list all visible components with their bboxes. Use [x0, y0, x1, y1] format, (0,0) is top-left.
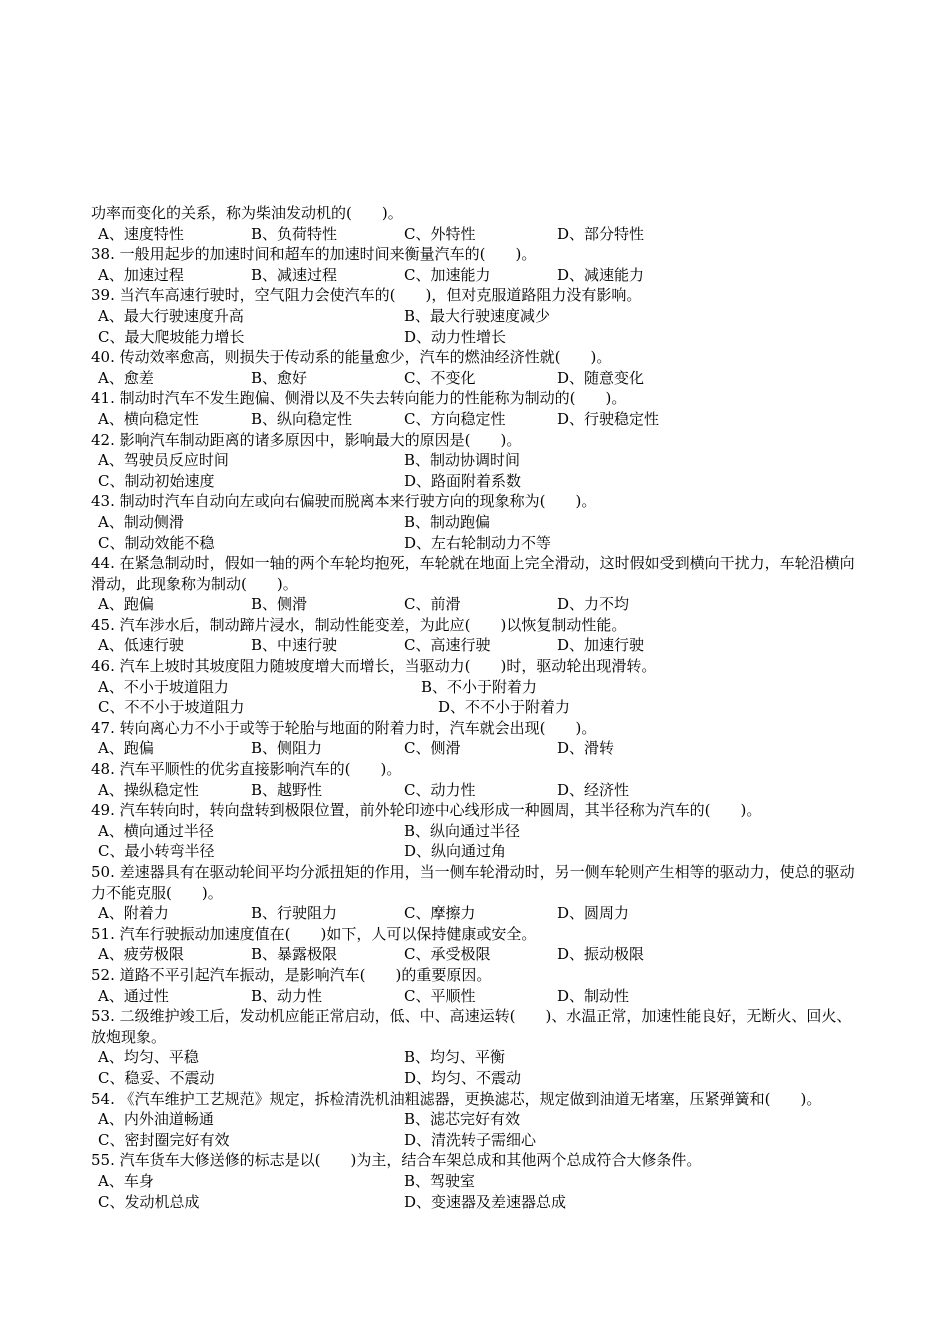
answer-option: A、驾驶员反应时间 [98, 451, 229, 470]
answer-option: B、最大行驶速度减少 [404, 306, 551, 325]
options-row [91, 594, 861, 615]
answer-option: C、承受极限 [404, 945, 491, 964]
answer-option: D、力不均 [557, 595, 630, 614]
question-text: 功率而变化的关系，称为柴油发动机的( )。 [91, 204, 403, 222]
answer-option: D、减速能力 [557, 265, 645, 284]
options-row [91, 1068, 861, 1089]
answer-option: D、经济性 [557, 780, 630, 799]
question-text: 41. 制动时汽车不发生跑偏、侧滑以及不失去转向能力的性能称为制动的( )。 [91, 389, 627, 408]
options-row [91, 841, 861, 862]
options-row [91, 533, 861, 554]
answer-option: A、通过性 [98, 986, 169, 1005]
answer-option: A、低速行驶 [98, 636, 184, 655]
question-text: 51. 汽车行驶振动加速度值在( )如下，人可以保持健康或安全。 [91, 924, 537, 943]
options-row [91, 1109, 861, 1130]
options-row [91, 697, 861, 718]
question-text: 46. 汽车上坡时其坡度阻力随坡度增大而增长，当驱动力( )时，驱动轮出现滑转。 [91, 657, 657, 676]
answer-option: C、发动机总成 [98, 1192, 200, 1211]
question-text: 39. 当汽车高速行驶时，空气阻力会使汽车的( )，但对克服道路阻力没有影响。 [91, 286, 642, 305]
answer-option: C、摩擦力 [404, 904, 476, 923]
answer-option: D、变速器及差速器总成 [404, 1192, 567, 1211]
answer-option: B、越野性 [251, 780, 323, 799]
answer-option: B、纵向稳定性 [251, 409, 353, 428]
answer-option: C、动力性 [404, 780, 476, 799]
answer-option: C、加速能力 [404, 265, 491, 284]
answer-option: C、外特性 [404, 224, 476, 243]
question-text: 45. 汽车涉水后，制动蹄片浸水，制动性能变差，为此应( )以恢复制动性能。 [91, 615, 627, 634]
options-row [91, 1130, 861, 1151]
answer-option: B、减速过程 [251, 265, 338, 284]
options-row [91, 224, 861, 245]
answer-option: C、制动初始速度 [98, 471, 215, 490]
question-text: 38. 一般用起步的加速时间和超车的加速时间来衡量汽车的( )。 [91, 245, 537, 264]
question-text: 49. 汽车转向时，转向盘转到极限位置，前外轮印迹中心线形成一种圆周，其半径称为汽车的( )。 [91, 801, 762, 820]
answer-option: D、不不小于附着力 [438, 698, 571, 717]
options-row [91, 450, 861, 471]
answer-option: B、中速行驶 [251, 636, 338, 655]
answer-option: A、均匀、平稳 [98, 1048, 199, 1067]
answer-option: A、速度特性 [98, 224, 184, 243]
answer-option: B、均匀、平衡 [404, 1048, 506, 1067]
answer-option: D、均匀、不震动 [404, 1068, 522, 1087]
answer-option: C、高速行驶 [404, 636, 491, 655]
answer-option: B、制动协调时间 [404, 451, 521, 470]
answer-option: B、负荷特性 [251, 224, 338, 243]
answer-option: D、清洗转子需细心 [404, 1130, 537, 1149]
answer-option: B、愈好 [251, 368, 308, 387]
answer-option: B、不小于附着力 [421, 677, 538, 696]
answer-option: A、操纵稳定性 [98, 780, 199, 799]
options-row [91, 1171, 861, 1192]
question-text: 54. 《汽车维护工艺规范》规定，拆检清洗机油粗滤器，更换滤芯，规定做到油道无堵塞，压紧弹簧和( )。 [91, 1089, 822, 1108]
answer-option: B、行驶阻力 [251, 904, 338, 923]
question-text: 50. 差速器具有在驱动轮间平均分派扭矩的作用，当一侧车轮滑动时，另一侧车轮则产生相等的驱动力，使总的驱动力不能克服( )。 [91, 863, 855, 902]
answer-option: C、侧滑 [404, 739, 461, 758]
answer-option: D、振动极限 [557, 945, 645, 964]
answer-option: C、不变化 [404, 368, 476, 387]
answer-option: A、疲劳极限 [98, 945, 184, 964]
options-row [91, 1192, 861, 1213]
answer-option: A、跑偏 [98, 595, 154, 614]
answer-option: C、不不小于坡道阻力 [98, 698, 245, 717]
answer-option: A、横向通过半径 [98, 821, 214, 840]
answer-option: D、路面附着系数 [404, 471, 522, 490]
answer-option: A、不小于坡道阻力 [98, 677, 229, 696]
answer-option: D、左右轮制动力不等 [404, 533, 552, 552]
answer-option: A、内外油道畅通 [98, 1110, 214, 1129]
answer-option: A、横向稳定性 [98, 409, 199, 428]
answer-option: C、制动效能不稳 [98, 533, 215, 552]
document-body [91, 203, 861, 1212]
answer-option: D、行驶稳定性 [557, 409, 660, 428]
options-row [91, 944, 861, 965]
answer-option: C、密封圈完好有效 [98, 1130, 230, 1149]
options-row [91, 780, 861, 801]
answer-option: C、平顺性 [404, 986, 476, 1005]
answer-option: B、侧滑 [251, 595, 308, 614]
options-row [91, 327, 861, 348]
answer-option: B、暴露极限 [251, 945, 338, 964]
options-row [91, 738, 861, 759]
options-row [91, 306, 861, 327]
answer-option: D、加速行驶 [557, 636, 645, 655]
question-text: 43. 制动时汽车自动向左或向右偏驶而脱离本来行驶方向的现象称为( )。 [91, 492, 597, 511]
options-row [91, 1047, 861, 1068]
options-row [91, 265, 861, 286]
options-row [91, 986, 861, 1007]
answer-option: D、随意变化 [557, 368, 645, 387]
options-row [91, 471, 861, 492]
answer-option: B、动力性 [251, 986, 323, 1005]
answer-option: A、愈差 [98, 368, 154, 387]
answer-option: A、制动侧滑 [98, 512, 184, 531]
answer-option: C、最小转弯半径 [98, 842, 215, 861]
answer-option: C、稳妥、不震动 [98, 1068, 215, 1087]
answer-option: D、圆周力 [557, 904, 630, 923]
answer-option: A、跑偏 [98, 739, 154, 758]
answer-option: C、最大爬坡能力增长 [98, 327, 245, 346]
answer-option: A、加速过程 [98, 265, 184, 284]
question-text: 55. 汽车货车大修送修的标志是以( )为主，结合车架总成和其他两个总成符合大修条件。 [91, 1151, 702, 1170]
answer-option: A、附着力 [98, 904, 169, 923]
answer-option: D、滑转 [557, 739, 615, 758]
question-text: 44. 在紧急制动时，假如一轴的两个车轮均抱死，车轮就在地面上完全滑动，这时假如受到横向干扰力，车轮沿横向滑动，此现象称为制动( )。 [91, 554, 855, 593]
answer-option: B、制动跑偏 [404, 512, 491, 531]
answer-option: D、纵向通过角 [404, 842, 507, 861]
answer-option: C、前滑 [404, 595, 461, 614]
options-row [91, 677, 861, 698]
question-text: 52. 道路不平引起汽车振动，是影响汽车( )的重要原因。 [91, 965, 492, 984]
question-text: 48. 汽车平顺性的优劣直接影响汽车的( )。 [91, 760, 402, 779]
options-row [91, 409, 861, 430]
question-text: 47. 转向离心力不小于或等于轮胎与地面的附着力时，汽车就会出现( )。 [91, 718, 597, 737]
answer-option: A、车身 [98, 1171, 154, 1190]
answer-option: D、部分特性 [557, 224, 645, 243]
answer-option: B、驾驶室 [404, 1171, 476, 1190]
options-row [91, 368, 861, 389]
question-text: 53. 二级维护竣工后，发动机应能正常启动，低、中、高速运转( )、水温正常，加速性能良好，无断火、回火、放炮现象。 [91, 1007, 852, 1046]
answer-option: C、方向稳定性 [404, 409, 506, 428]
answer-option: B、滤芯完好有效 [404, 1110, 521, 1129]
answer-option: D、制动性 [557, 986, 630, 1005]
options-row [91, 512, 861, 533]
question-text: 40. 传动效率愈高，则损失于传动系的能量愈少，汽车的燃油经济性就( )。 [91, 348, 612, 367]
options-row [91, 903, 861, 924]
question-text: 42. 影响汽车制动距离的诸多原因中，影响最大的原因是( )。 [91, 430, 522, 449]
answer-option: D、动力性增长 [404, 327, 507, 346]
answer-option: B、纵向通过半径 [404, 821, 521, 840]
answer-option: B、侧阻力 [251, 739, 323, 758]
options-row [91, 635, 861, 656]
answer-option: A、最大行驶速度升高 [98, 306, 244, 325]
options-row [91, 821, 861, 842]
